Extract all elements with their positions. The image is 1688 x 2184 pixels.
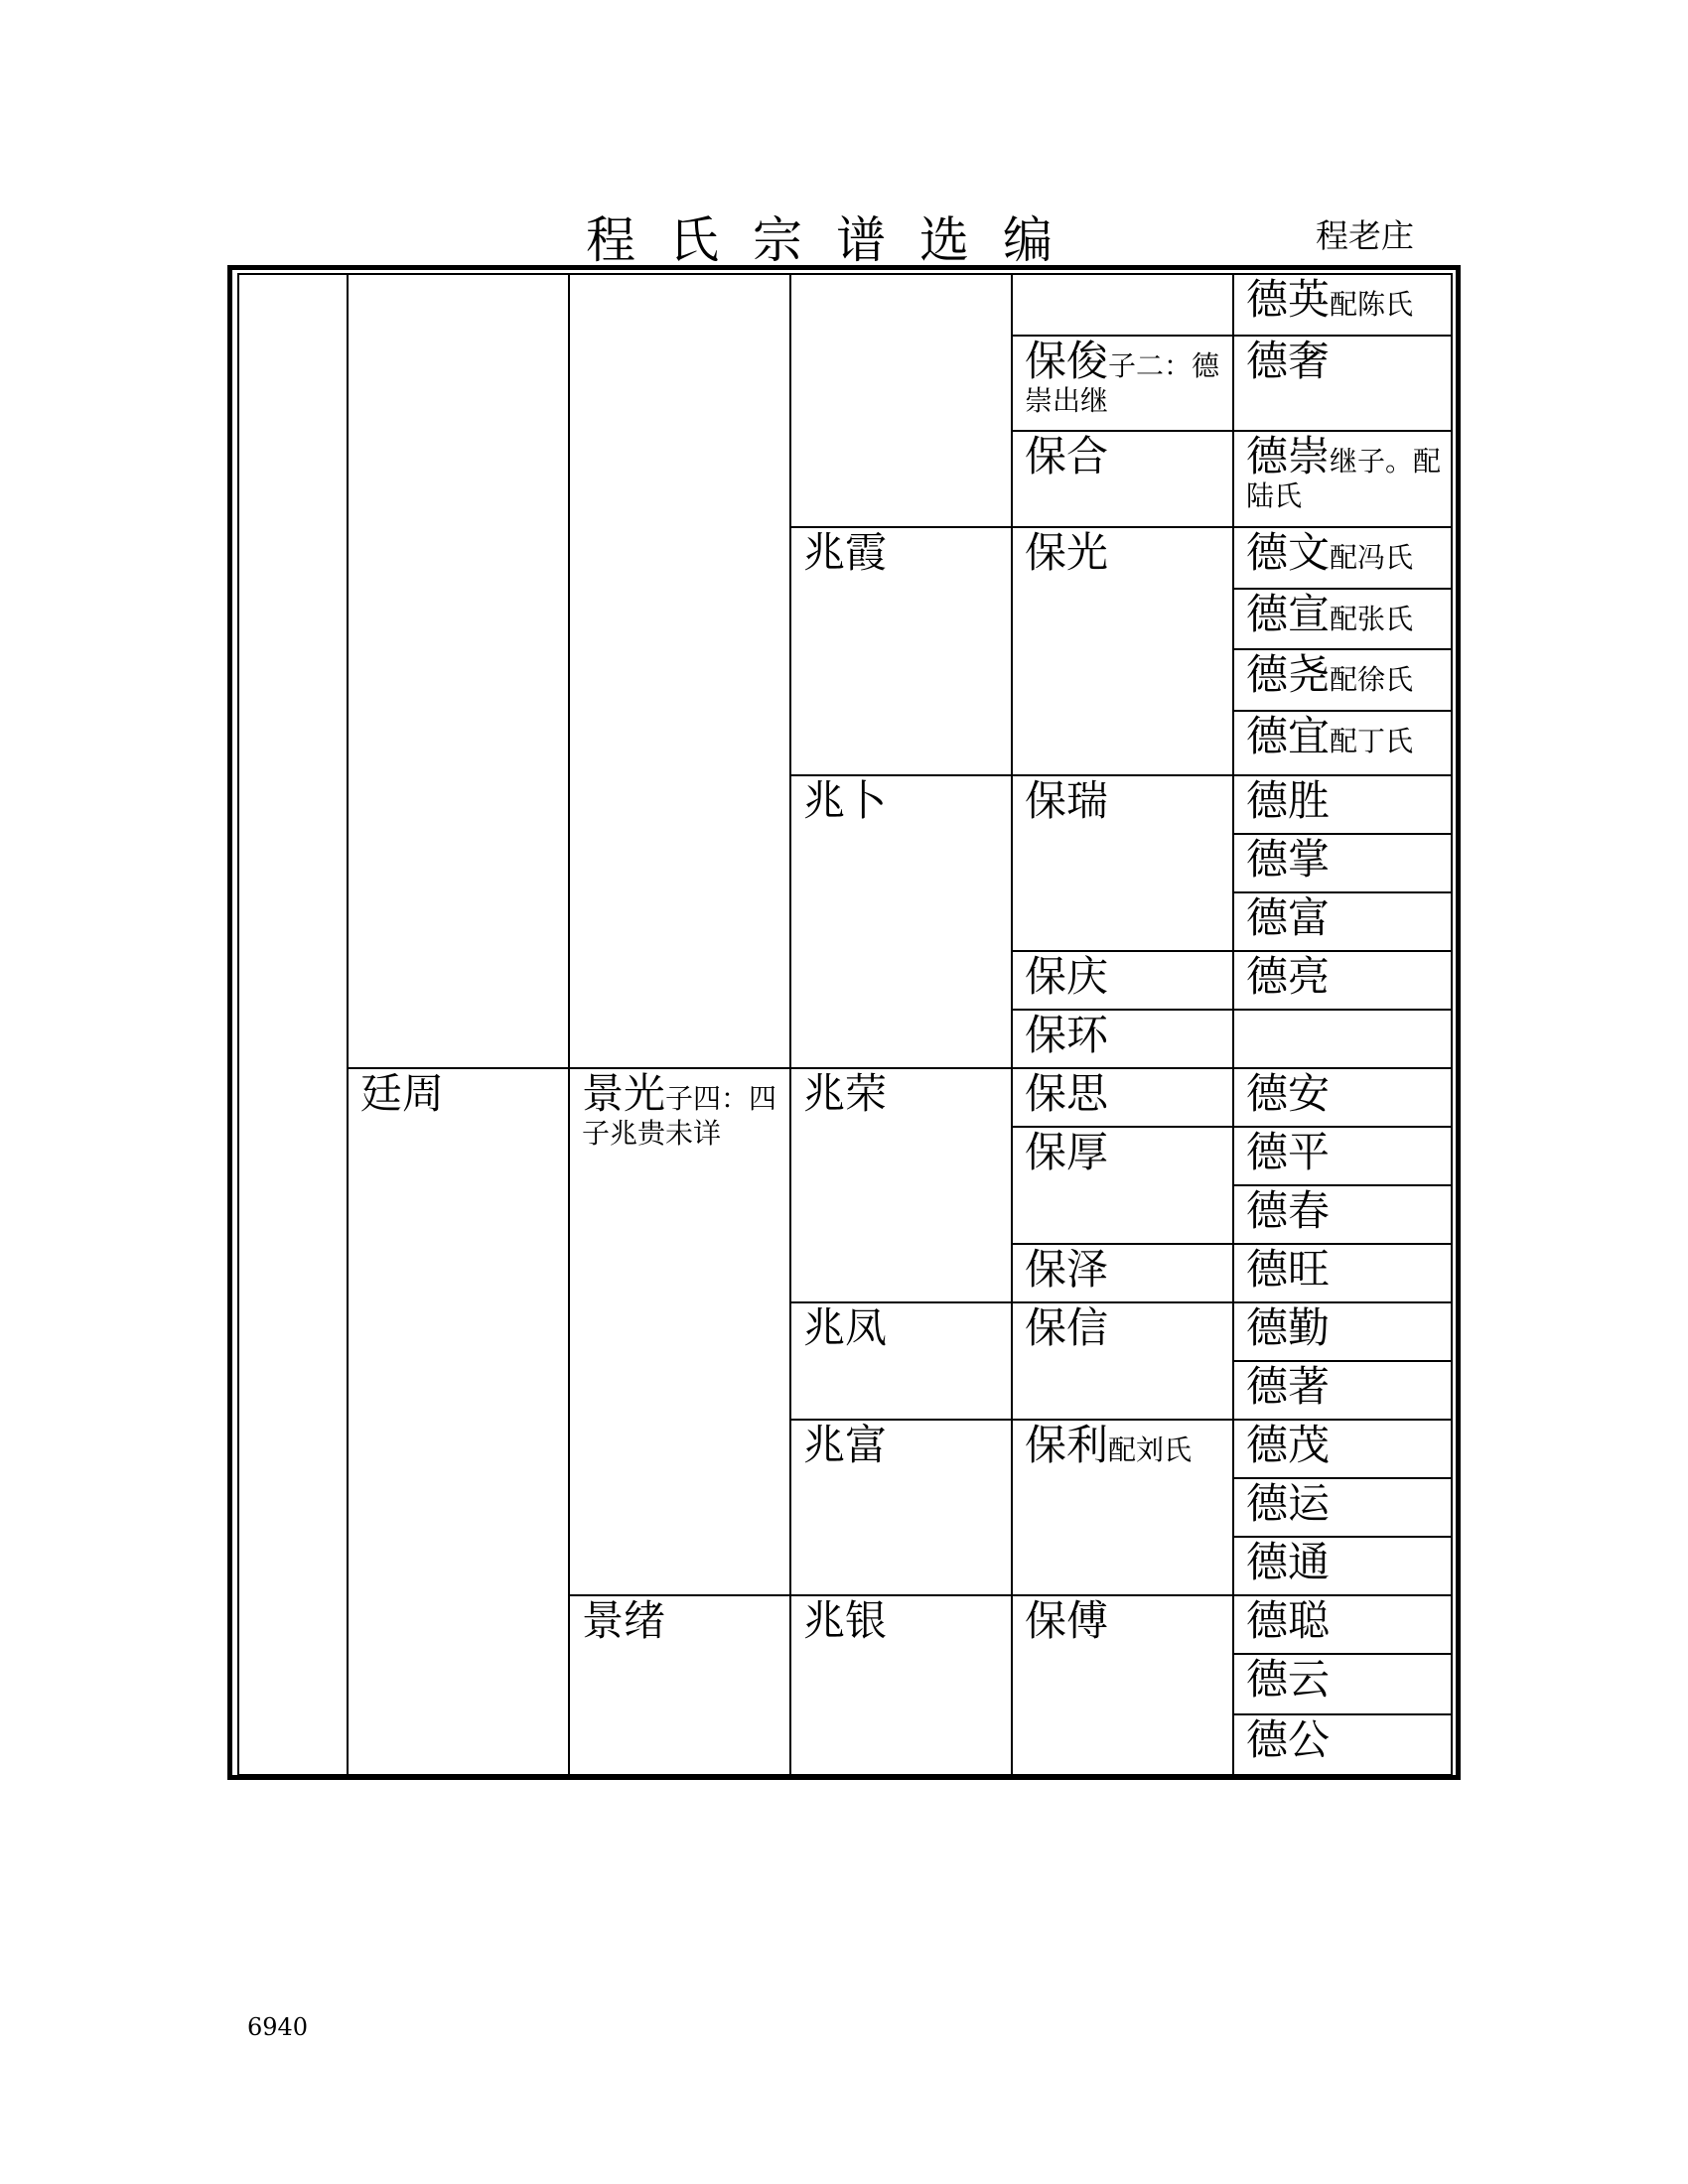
person-cell — [1013, 1070, 1226, 1118]
person-name: 保利 — [1025, 1421, 1109, 1469]
table-inner-border — [237, 273, 239, 1776]
person-name: 德文 — [1246, 528, 1331, 577]
person-note: 子四：四子兆贵未详 — [582, 1082, 777, 1151]
person-cell — [349, 1070, 568, 1118]
person-name: 保傅 — [1025, 1596, 1109, 1645]
person-note: 配丁氏 — [1330, 725, 1414, 757]
person-name: 景绪 — [582, 1596, 666, 1645]
person-cell — [570, 1597, 783, 1645]
person-name: 保环 — [1025, 1011, 1109, 1059]
person-cell — [791, 777, 1005, 825]
person-name: 保思 — [1025, 1069, 1109, 1118]
page-number: 6940 — [247, 2013, 309, 2041]
person-cell — [1234, 433, 1451, 512]
person-cell — [1013, 1304, 1226, 1352]
person-note: 配陈氏 — [1330, 288, 1414, 321]
person-name: 德尧 — [1246, 650, 1331, 699]
person-name: 兆卜 — [803, 776, 888, 825]
person-cell — [1234, 953, 1451, 1001]
person-cell — [1013, 529, 1226, 577]
person-name: 德英 — [1246, 275, 1331, 324]
person-name: 兆凤 — [803, 1303, 888, 1352]
person-cell — [1234, 1539, 1451, 1586]
person-cell — [1234, 1716, 1451, 1764]
person-note: 子二：德崇出继 — [1025, 349, 1220, 418]
person-cell — [1013, 1129, 1226, 1176]
person-cell — [1234, 1187, 1451, 1235]
person-name: 德通 — [1246, 1538, 1331, 1586]
person-name: 兆富 — [803, 1421, 888, 1469]
person-name: 德富 — [1246, 893, 1331, 942]
person-name: 德胜 — [1246, 776, 1331, 825]
person-name: 德崇 — [1246, 432, 1331, 480]
person-name: 德宜 — [1246, 712, 1331, 760]
person-note: 配张氏 — [1330, 603, 1414, 635]
person-cell — [1234, 836, 1451, 884]
row-divider — [789, 1301, 1453, 1303]
person-name: 德勤 — [1246, 1303, 1331, 1352]
person-cell — [1013, 1597, 1226, 1645]
person-note: 配刘氏 — [1108, 1433, 1193, 1466]
person-name: 德安 — [1246, 1069, 1331, 1118]
person-note: 配徐氏 — [1330, 663, 1414, 696]
person-cell — [791, 1070, 1005, 1118]
person-cell — [1234, 1480, 1451, 1528]
person-name: 德旺 — [1246, 1245, 1331, 1294]
person-name: 保信 — [1025, 1303, 1109, 1352]
row-divider — [237, 1774, 1453, 1776]
column-divider — [347, 273, 349, 1776]
person-cell — [1013, 1246, 1226, 1294]
person-name: 保光 — [1025, 528, 1109, 577]
person-name: 德云 — [1246, 1655, 1331, 1704]
place-name: 程老庄 — [1316, 216, 1414, 255]
person-cell — [1234, 1363, 1451, 1411]
person-note: 继子。配陆氏 — [1246, 445, 1442, 513]
person-cell — [791, 1597, 1005, 1645]
person-name: 保厚 — [1025, 1128, 1109, 1176]
person-name: 德运 — [1246, 1479, 1331, 1528]
person-cell — [1013, 1012, 1226, 1059]
document-title: 程氏宗谱选编 — [586, 211, 1086, 269]
table-inner-border — [1451, 273, 1453, 1776]
person-cell — [1234, 1070, 1451, 1118]
person-name: 廷周 — [360, 1069, 445, 1118]
person-name: 德著 — [1246, 1362, 1331, 1411]
person-cell — [791, 529, 1005, 577]
person-cell — [570, 1070, 783, 1150]
person-cell — [1013, 338, 1226, 417]
person-name: 兆霞 — [803, 528, 888, 577]
person-cell — [1234, 651, 1451, 699]
row-divider — [789, 774, 1453, 776]
person-cell — [1013, 1422, 1226, 1469]
person-cell — [1234, 777, 1451, 825]
person-cell — [1234, 529, 1451, 577]
person-cell — [791, 1304, 1005, 1352]
person-name: 兆银 — [803, 1596, 888, 1645]
person-name: 德春 — [1246, 1186, 1331, 1235]
row-divider — [789, 526, 1453, 528]
column-divider — [568, 273, 570, 1776]
person-name: 保俊 — [1025, 337, 1109, 385]
person-name: 德奢 — [1246, 337, 1331, 385]
column-divider — [789, 273, 791, 1776]
person-name: 德掌 — [1246, 835, 1331, 884]
person-cell — [1234, 1246, 1451, 1294]
person-cell — [1234, 1597, 1451, 1645]
person-cell — [791, 1422, 1005, 1469]
person-note: 配冯氏 — [1330, 541, 1414, 574]
person-cell — [1234, 591, 1451, 638]
person-name: 德茂 — [1246, 1421, 1331, 1469]
person-cell — [1013, 777, 1226, 825]
person-name: 保瑞 — [1025, 776, 1109, 825]
person-name: 德亮 — [1246, 952, 1331, 1001]
person-name: 德平 — [1246, 1128, 1331, 1176]
person-cell — [1013, 433, 1226, 480]
person-name: 德宣 — [1246, 590, 1331, 638]
person-cell — [1234, 1304, 1451, 1352]
person-name: 德公 — [1246, 1715, 1331, 1764]
person-name: 保庆 — [1025, 952, 1109, 1001]
person-cell — [1234, 276, 1451, 324]
person-name: 兆荣 — [803, 1069, 888, 1118]
person-name: 德聪 — [1246, 1596, 1331, 1645]
person-cell — [1234, 713, 1451, 760]
person-cell — [1234, 894, 1451, 942]
person-name: 保泽 — [1025, 1245, 1109, 1294]
person-cell — [1013, 953, 1226, 1001]
person-cell — [1234, 1656, 1451, 1704]
person-cell — [1234, 1129, 1451, 1176]
person-name: 景光 — [582, 1069, 666, 1118]
person-name: 保合 — [1025, 432, 1109, 480]
row-divider — [789, 1419, 1453, 1421]
person-cell — [1234, 1422, 1451, 1469]
person-cell — [1234, 338, 1451, 385]
